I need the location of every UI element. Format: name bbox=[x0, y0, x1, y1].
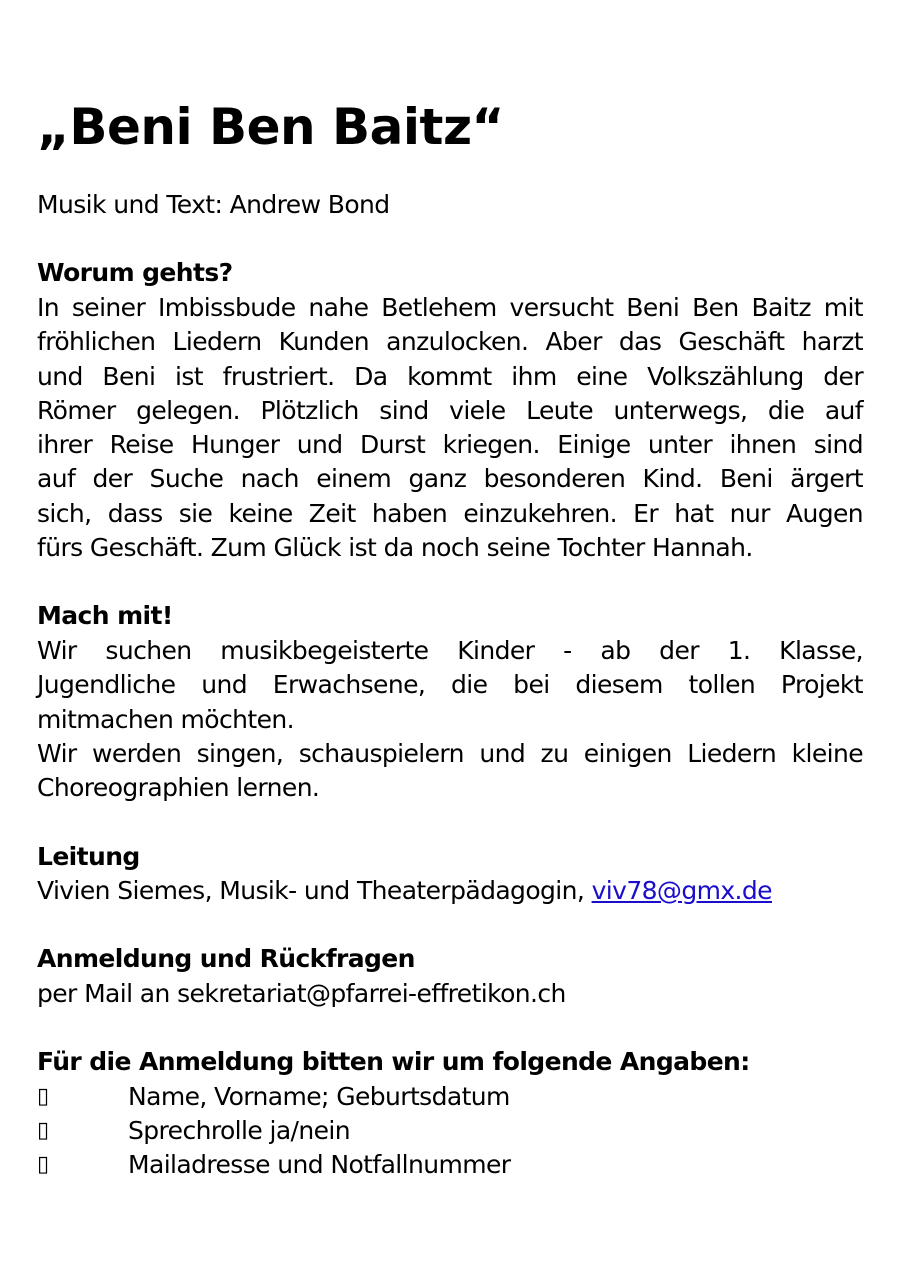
list-item-text: Sprechrolle ja/nein bbox=[128, 1116, 350, 1145]
credits: Musik und Text: Andrew Bond bbox=[37, 190, 390, 219]
lead-text-line bbox=[37, 874, 863, 908]
bullet-icon: ▯ bbox=[37, 1118, 49, 1143]
list-item bbox=[37, 1080, 863, 1114]
signup-text: per Mail an sekretariat@pfarrei-effretikon.ch bbox=[37, 979, 566, 1008]
lead-email-link[interactable]: viv78@gmx.de bbox=[591, 876, 772, 905]
requirements-heading: Für die Anmeldung bitten wir um folgende Angaben: bbox=[37, 1047, 750, 1076]
join-line: Wir werden singen, schauspielern und zu einigen Liedern kleine bbox=[37, 739, 863, 768]
lead-heading: Leitung bbox=[37, 842, 140, 871]
join-line: Jugendliche und Erwachsene, die bei diesem tollen Projekt bbox=[37, 670, 863, 699]
story-line: ihrer Reise Hunger und Durst kriegen. Einige unter ihnen sind bbox=[37, 430, 863, 459]
story-heading: Worum gehts? bbox=[37, 258, 233, 287]
list-item-text: Mailadresse und Notfallnummer bbox=[128, 1150, 511, 1179]
list-item-text: Name, Vorname; Geburtsdatum bbox=[128, 1082, 510, 1111]
join-line: Choreographien lernen. bbox=[37, 773, 320, 802]
story-line: fürs Geschäft. Zum Glück ist da noch seine Tochter Hannah. bbox=[37, 533, 753, 562]
document-title: „Beni Ben Baitz“ bbox=[37, 98, 504, 156]
bullet-icon: ▯ bbox=[37, 1084, 49, 1109]
story-line: Römer gelegen. Plötzlich sind viele Leute unterwegs, die auf bbox=[37, 396, 863, 425]
bullet-icon: ▯ bbox=[37, 1152, 49, 1177]
lead-text: Vivien Siemes, Musik- und Theaterpädagogin, bbox=[37, 876, 592, 905]
list-item bbox=[37, 1114, 863, 1148]
story-line: fröhlichen Liedern Kunden anzulocken. Aber das Geschäft harzt bbox=[37, 327, 863, 356]
list-item bbox=[37, 1148, 863, 1182]
story-line: sich, dass sie keine Zeit haben einzukehren. Er hat nur Augen bbox=[37, 499, 863, 528]
story-line: In seiner Imbissbude nahe Betlehem versucht Beni Ben Baitz mit bbox=[37, 293, 863, 322]
story-line: auf der Suche nach einem ganz besonderen Kind. Beni ärgert bbox=[37, 464, 863, 493]
join-line: Wir suchen musikbegeisterte Kinder - ab der 1. Klasse, bbox=[37, 636, 863, 665]
join-line: mitmachen möchten. bbox=[37, 705, 294, 734]
story-line: und Beni ist frustriert. Da kommt ihm eine Volkszählung der bbox=[37, 362, 863, 391]
signup-heading: Anmeldung und Rückfragen bbox=[37, 944, 415, 973]
join-heading: Mach mit! bbox=[37, 601, 173, 630]
